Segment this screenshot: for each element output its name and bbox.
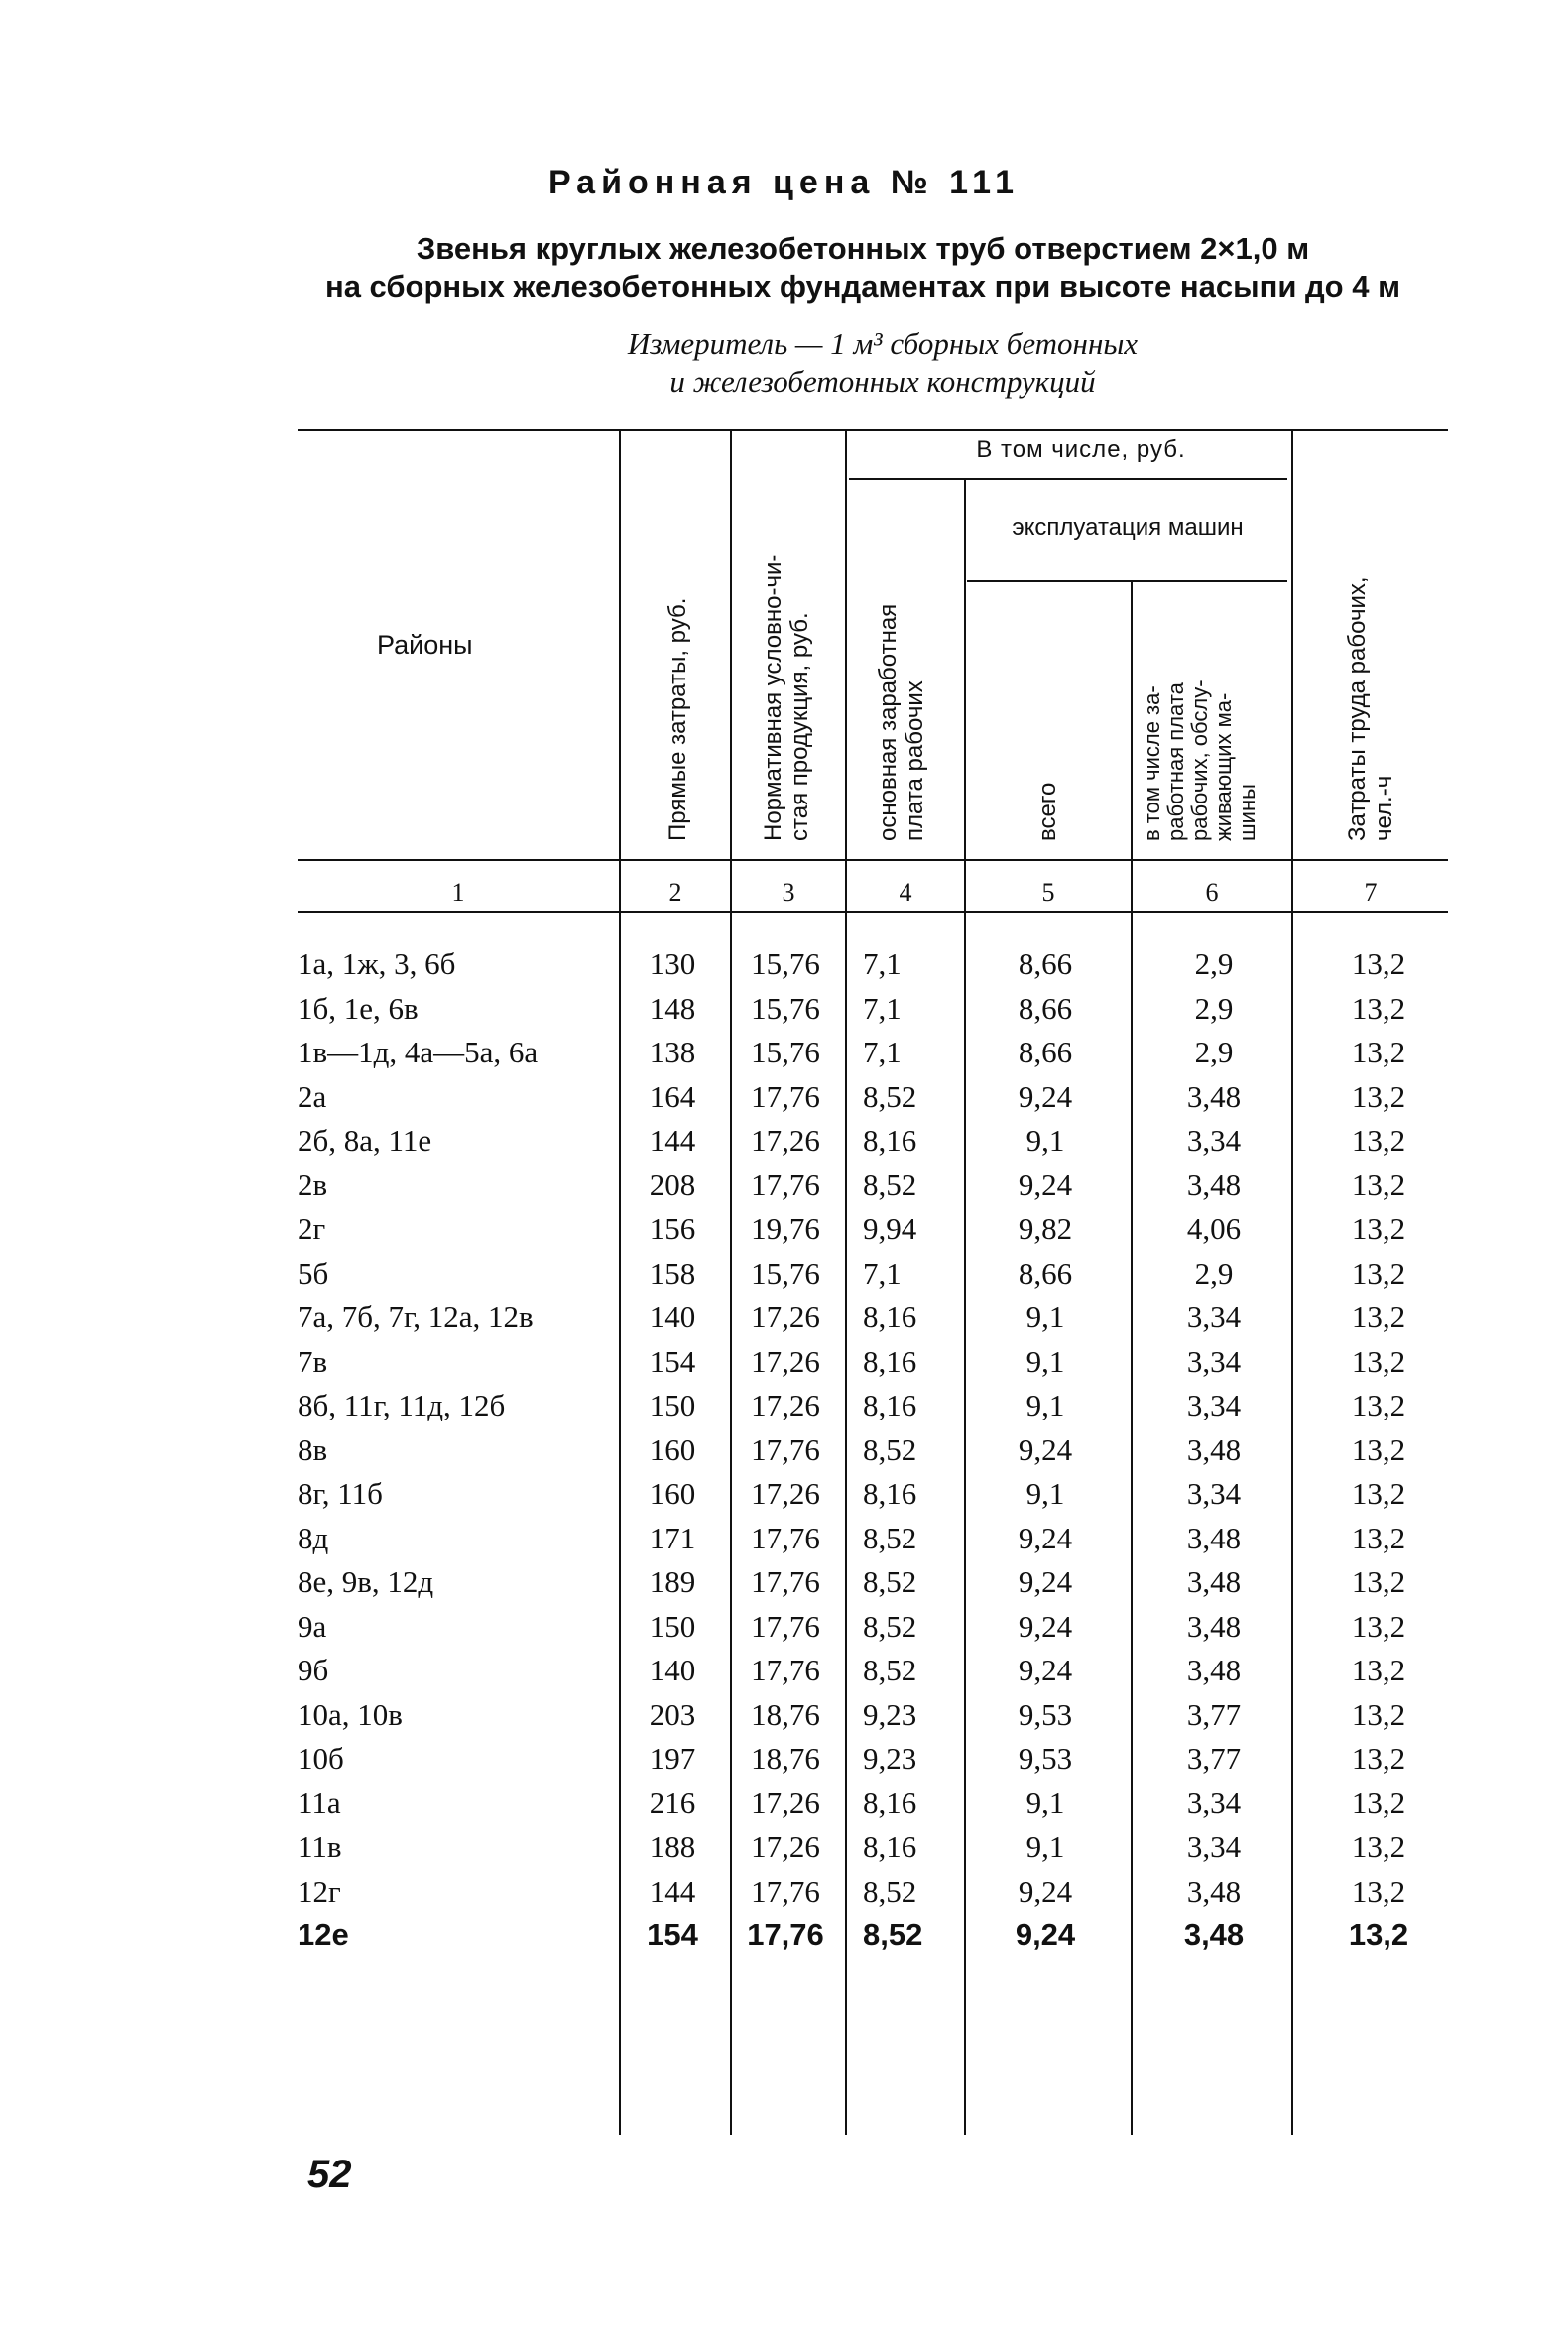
cell-wages: 8,52 [863, 1167, 917, 1202]
document-subtitle [258, 230, 1468, 306]
header-incl-line-3: рабочих, обслу- [1187, 679, 1212, 841]
cell-normative: 15,76 [751, 990, 820, 1026]
cell-direct: 138 [649, 1035, 696, 1070]
cell-district: 8е, 9в, 12д [298, 1564, 434, 1600]
cell-wages: 8,52 [863, 1653, 917, 1688]
cell-wages: 8,52 [863, 1917, 923, 1953]
cell-machines-total: 9,1 [1025, 1785, 1065, 1820]
cell-labor: 13,2 [1351, 1431, 1406, 1467]
cell-wages: 9,94 [863, 1211, 917, 1247]
cell-labor: 13,2 [1351, 946, 1406, 982]
header-districts: Районы [377, 630, 473, 660]
cell-machines-wages: 4,06 [1186, 1211, 1242, 1247]
column-numbers-rule [298, 911, 1448, 913]
cell-wages: 8,52 [863, 1564, 917, 1600]
cell-machines-total: 9,1 [1025, 1123, 1065, 1159]
cell-machines-wages: 2,9 [1194, 990, 1234, 1026]
cell-machines-wages: 3,48 [1186, 1520, 1242, 1555]
cell-district: 5б [298, 1255, 329, 1291]
cell-labor: 13,2 [1351, 1167, 1406, 1202]
cell-direct: 160 [649, 1476, 696, 1512]
header-incl-line-2: работная плата [1163, 682, 1188, 841]
cell-machines-wages: 3,34 [1186, 1343, 1242, 1379]
cell-machines-total: 9,53 [1018, 1741, 1073, 1777]
cell-direct: 140 [649, 1299, 696, 1335]
cell-wages: 8,16 [863, 1388, 917, 1423]
cell-wages: 8,16 [863, 1829, 917, 1865]
cell-machines-total: 9,24 [1018, 1167, 1073, 1202]
column-number-4: 4 [899, 878, 912, 907]
cell-machines-wages: 3,34 [1186, 1829, 1242, 1865]
header-normative-line-1: Нормативная условно-чи- [760, 554, 786, 841]
cell-district: 11а [298, 1785, 341, 1820]
cell-wages: 8,16 [863, 1785, 917, 1820]
subtitle-line-2: на сборных железобетонных фундаментах при высоте насыпи до 4 м [324, 269, 1401, 304]
cell-labor: 13,2 [1351, 1211, 1406, 1247]
cell-direct: 171 [649, 1520, 696, 1555]
cell-wages: 8,16 [863, 1123, 917, 1159]
cell-normative: 17,76 [751, 1167, 820, 1202]
table-row [298, 1296, 1458, 1340]
cell-district: 8г, 11б [298, 1476, 383, 1512]
cell-wages: 7,1 [863, 1255, 902, 1291]
table-row [298, 1649, 1458, 1693]
cell-machines-wages: 3,34 [1186, 1785, 1242, 1820]
cell-machines-total: 9,1 [1025, 1476, 1065, 1512]
column-number-1: 1 [451, 878, 465, 907]
cell-normative: 17,76 [751, 1608, 820, 1644]
cell-labor: 13,2 [1351, 1829, 1406, 1865]
cell-district: 12г [298, 1873, 341, 1909]
cell-machines-total: 9,24 [1018, 1873, 1073, 1909]
cell-wages: 8,16 [863, 1299, 917, 1335]
table-row [298, 987, 1458, 1032]
measure-line-1: Измеритель — 1 м³ сборных бетонных [627, 326, 1139, 361]
cell-direct: 144 [649, 1123, 696, 1159]
table-row [298, 1560, 1458, 1605]
table-row [298, 1164, 1458, 1208]
cell-labor: 13,2 [1351, 1299, 1406, 1335]
header-machines-wages [1141, 679, 1260, 841]
cell-normative: 17,26 [751, 1785, 820, 1820]
cell-district: 2а [298, 1078, 327, 1114]
cell-normative: 17,76 [751, 1078, 820, 1114]
cell-labor: 13,2 [1351, 1741, 1406, 1777]
cell-machines-total: 9,1 [1025, 1343, 1065, 1379]
cell-direct: 148 [649, 990, 696, 1026]
table-row [298, 1605, 1458, 1650]
cell-wages: 7,1 [863, 946, 902, 982]
cell-machines-wages: 3,34 [1186, 1388, 1242, 1423]
cell-labor: 13,2 [1351, 1564, 1406, 1600]
cell-district: 1в—1д, 4а—5а, 6а [298, 1035, 539, 1070]
cell-labor: 13,2 [1351, 1343, 1406, 1379]
table-row [298, 1031, 1458, 1075]
cell-direct: 197 [649, 1741, 696, 1777]
cell-district: 2б, 8а, 11е [298, 1123, 432, 1159]
cell-normative: 17,26 [751, 1388, 820, 1423]
cell-machines-total: 9,24 [1015, 1917, 1076, 1953]
cell-direct: 208 [649, 1167, 696, 1202]
table-row [298, 1693, 1458, 1738]
cell-machines-total: 9,24 [1018, 1431, 1073, 1467]
cell-normative: 17,26 [751, 1123, 820, 1159]
cell-normative: 19,76 [751, 1211, 820, 1247]
cell-wages: 9,23 [863, 1696, 917, 1732]
cell-normative: 17,26 [751, 1343, 820, 1379]
cell-normative: 17,76 [751, 1520, 820, 1555]
table-row [298, 1914, 1458, 1958]
cell-machines-total: 9,24 [1018, 1564, 1073, 1600]
cell-labor: 13,2 [1351, 990, 1406, 1026]
column-number-5: 5 [1041, 878, 1055, 907]
cell-direct: 156 [649, 1211, 696, 1247]
column-number-7: 7 [1364, 878, 1378, 907]
header-labor-line-1: Затраты труда рабочих, [1344, 576, 1371, 841]
cell-machines-total: 9,82 [1018, 1211, 1073, 1247]
cell-machines-wages: 3,48 [1183, 1917, 1245, 1953]
cell-district: 12е [298, 1917, 349, 1953]
table-row [298, 1207, 1458, 1252]
machines-under-rule [967, 580, 1287, 582]
cell-district: 9а [298, 1608, 327, 1644]
cell-wages: 7,1 [863, 990, 902, 1026]
cell-normative: 17,26 [751, 1476, 820, 1512]
cell-direct: 189 [649, 1564, 696, 1600]
cell-district: 10а, 10в [298, 1696, 403, 1732]
cell-labor: 13,2 [1351, 1476, 1406, 1512]
cell-wages: 8,16 [863, 1476, 917, 1512]
cell-normative: 17,26 [751, 1299, 820, 1335]
cell-machines-total: 8,66 [1018, 946, 1073, 982]
cell-normative: 18,76 [751, 1741, 820, 1777]
cell-district: 11в [298, 1829, 342, 1865]
cell-normative: 17,76 [751, 1564, 820, 1600]
header-machines: эксплуатация машин [1012, 514, 1244, 541]
cell-direct: 144 [649, 1873, 696, 1909]
table-row [298, 1782, 1458, 1826]
header-direct-costs: Прямые затраты, руб. [664, 597, 691, 841]
cell-direct: 216 [649, 1785, 696, 1820]
cell-direct: 158 [649, 1255, 696, 1291]
cell-machines-total: 9,24 [1018, 1608, 1073, 1644]
cell-machines-total: 9,1 [1025, 1299, 1065, 1335]
cell-direct: 140 [649, 1653, 696, 1688]
cell-wages: 8,52 [863, 1873, 917, 1909]
cell-machines-total: 9,24 [1018, 1653, 1073, 1688]
cell-machines-wages: 2,9 [1194, 1035, 1234, 1070]
header-wages-line-2: плата рабочих [902, 680, 928, 841]
cell-normative: 17,76 [747, 1917, 824, 1953]
cell-labor: 13,2 [1351, 1255, 1406, 1291]
page-number: 52 [307, 2153, 352, 2196]
table-row [298, 1870, 1458, 1914]
table-row [298, 1384, 1458, 1428]
cell-labor: 13,2 [1351, 1873, 1406, 1909]
cell-machines-total: 9,24 [1018, 1078, 1073, 1114]
cell-machines-wages: 3,34 [1186, 1299, 1242, 1335]
cell-machines-wages: 3,48 [1186, 1431, 1242, 1467]
cell-labor: 13,2 [1351, 1035, 1406, 1070]
measure-unit [436, 325, 1329, 401]
cell-labor: 13,2 [1351, 1696, 1406, 1732]
cell-district: 1б, 1е, 6в [298, 990, 419, 1026]
table-row [298, 1517, 1458, 1561]
cell-district: 8б, 11г, 11д, 12б [298, 1388, 506, 1423]
cell-district: 7в [298, 1343, 328, 1379]
cell-normative: 15,76 [751, 946, 820, 982]
header-normative [760, 555, 813, 841]
cell-labor: 13,2 [1351, 1520, 1406, 1555]
column-number-2: 2 [668, 878, 682, 907]
cell-labor: 13,2 [1351, 1608, 1406, 1644]
cell-machines-total: 8,66 [1018, 990, 1073, 1026]
cell-wages: 7,1 [863, 1035, 902, 1070]
subtitle-line-1: Звенья круглых железобетонных труб отверстием 2×1,0 м [416, 231, 1310, 266]
cell-normative: 17,76 [751, 1653, 820, 1688]
table-row [298, 1252, 1458, 1296]
page-title: Районная цена № 111 [547, 164, 1021, 201]
table-row [298, 1075, 1458, 1120]
header-incl-line-5: шины [1235, 784, 1260, 841]
cell-normative: 15,76 [751, 1035, 820, 1070]
cell-machines-total: 9,24 [1018, 1520, 1073, 1555]
table-row [298, 1472, 1458, 1517]
cell-wages: 8,16 [863, 1343, 917, 1379]
cell-labor: 13,2 [1351, 1078, 1406, 1114]
cell-district: 10б [298, 1741, 344, 1777]
cell-normative: 17,76 [751, 1431, 820, 1467]
cell-direct: 188 [649, 1829, 696, 1865]
cell-district: 2в [298, 1167, 328, 1202]
cell-direct: 164 [649, 1078, 696, 1114]
cell-machines-wages: 3,48 [1186, 1608, 1242, 1644]
header-wages-line-1: основная заработная [875, 603, 902, 841]
cell-wages: 8,52 [863, 1520, 917, 1555]
cell-wages: 8,52 [863, 1608, 917, 1644]
header-labor-line-2: чел.-ч [1371, 775, 1397, 841]
cell-machines-total: 8,66 [1018, 1035, 1073, 1070]
cell-machines-wages: 3,34 [1186, 1123, 1242, 1159]
table-row [298, 942, 1458, 987]
cell-direct: 160 [649, 1431, 696, 1467]
cell-machines-wages: 3,48 [1186, 1078, 1242, 1114]
header-incl-line-4: живающих ма- [1211, 692, 1236, 841]
cell-labor: 13,2 [1351, 1785, 1406, 1820]
cell-normative: 18,76 [751, 1696, 820, 1732]
cell-machines-wages: 3,48 [1186, 1653, 1242, 1688]
cell-machines-wages: 2,9 [1194, 946, 1234, 982]
cell-machines-wages: 2,9 [1194, 1255, 1234, 1291]
header-machines-total: всего [1034, 782, 1061, 841]
cell-district: 2г [298, 1211, 326, 1247]
cell-wages: 8,52 [863, 1078, 917, 1114]
cell-direct: 154 [647, 1917, 698, 1953]
measure-line-2: и железобетонных конструкций [669, 364, 1096, 399]
cell-machines-wages: 3,48 [1186, 1167, 1242, 1202]
cell-labor: 13,2 [1351, 1653, 1406, 1688]
header-normative-line-2: стая продукция, руб. [786, 612, 813, 841]
cell-direct: 154 [649, 1343, 696, 1379]
cell-machines-total: 9,1 [1025, 1388, 1065, 1423]
cell-normative: 17,76 [751, 1873, 820, 1909]
cell-machines-wages: 3,77 [1186, 1696, 1242, 1732]
price-table [298, 942, 1458, 1958]
cell-machines-total: 9,1 [1025, 1829, 1065, 1865]
cell-direct: 150 [649, 1388, 696, 1423]
table-top-rule [298, 429, 1448, 431]
table-row [298, 1737, 1458, 1782]
cell-district: 9б [298, 1653, 329, 1688]
cell-normative: 15,76 [751, 1255, 820, 1291]
cell-machines-wages: 3,34 [1186, 1476, 1242, 1512]
cell-district: 8д [298, 1520, 329, 1555]
header-bottom-rule [298, 859, 1448, 861]
including-under-rule [849, 478, 1287, 480]
price-table-body [298, 942, 1458, 1958]
cell-machines-wages: 3,48 [1186, 1873, 1242, 1909]
cell-direct: 130 [649, 946, 696, 982]
table-row [298, 1428, 1458, 1473]
cell-normative: 17,26 [751, 1829, 820, 1865]
cell-wages: 8,52 [863, 1431, 917, 1467]
cell-district: 7а, 7б, 7г, 12а, 12в [298, 1299, 534, 1335]
cell-machines-wages: 3,77 [1186, 1741, 1242, 1777]
table-row [298, 1825, 1458, 1870]
header-including: В том числе, руб. [976, 436, 1186, 463]
column-number-3: 3 [782, 878, 795, 907]
table-row [298, 1119, 1458, 1164]
cell-district: 1а, 1ж, 3, 6б [298, 946, 456, 982]
cell-machines-total: 9,53 [1018, 1696, 1073, 1732]
cell-wages: 9,23 [863, 1741, 917, 1777]
cell-machines-wages: 3,48 [1186, 1564, 1242, 1600]
cell-district: 8в [298, 1431, 328, 1467]
header-incl-line-1: в том числе за- [1140, 685, 1164, 841]
table-row [298, 1340, 1458, 1385]
cell-direct: 203 [649, 1696, 696, 1732]
cell-labor: 13,2 [1348, 1917, 1409, 1953]
column-number-6: 6 [1205, 878, 1219, 907]
cell-direct: 150 [649, 1608, 696, 1644]
header-wages [875, 604, 928, 841]
cell-labor: 13,2 [1351, 1388, 1406, 1423]
header-labor [1344, 576, 1397, 841]
cell-labor: 13,2 [1351, 1123, 1406, 1159]
cell-machines-total: 8,66 [1018, 1255, 1073, 1291]
